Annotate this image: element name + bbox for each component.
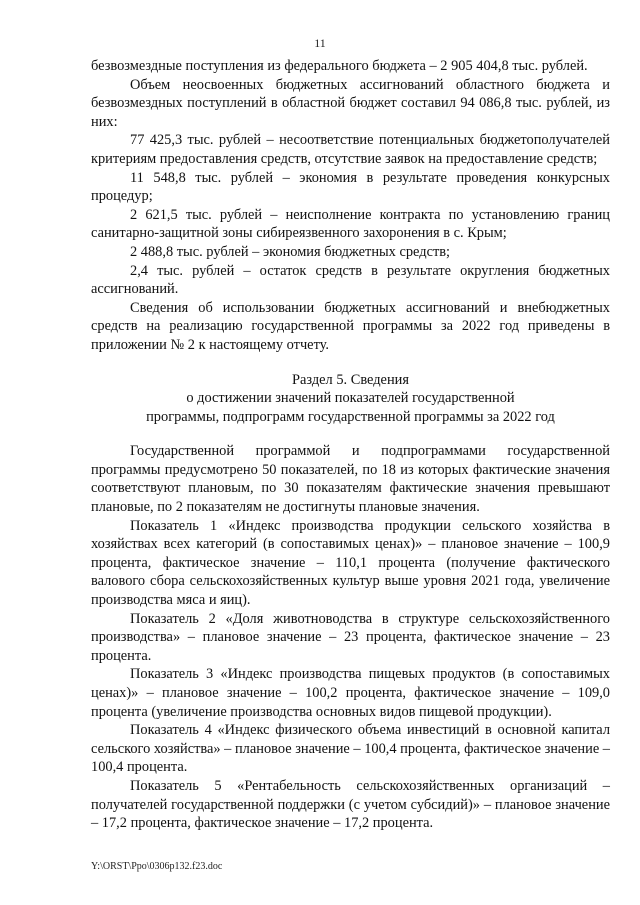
paragraph: 2 621,5 тыс. рублей – неисполнение контракта по установлению границ санитарно-защитной зоны сибиреязвенного захоронения в с. Крым; [91,206,610,242]
paragraphs-top [91,57,610,355]
paragraph: Государственной программой и подпрограммами государственной программы предусмотрено 50 показателей, по 18 из которых фактические значения соответствуют плановым, по 30 показателям фактические значения превышают плановые, по 2 показателям не достигнуты плановые значения. [91,443,610,516]
paragraph: 2,4 тыс. рублей – остаток средств в результате округления бюджетных ассигнований. [91,262,610,298]
paragraph: 11 548,8 тыс. рублей – экономия в результате проведения конкурсных процедур; [91,169,610,205]
paragraph: Показатель 4 «Индекс физического объема инвестиций в основной капитал сельского хозяйства» – плановое значение – 100,4 процента, фактическое значение – 100,4 процента. [91,722,610,776]
paragraph: 2 488,8 тыс. рублей – экономия бюджетных средств; [130,243,451,260]
paragraph: Показатель 1 «Индекс производства продукции сельского хозяйства в хозяйствах всех категорий (в сопоставимых ценах)» – плановое значение – 100,9 процента, фактическое значение – 110,1 процента (получение фактического валового сбора сельскохозяйственных культур выше уровня 2021 года, увеличение производства мяса и яиц). [91,517,610,609]
section-heading-line: Раздел 5. Сведения [292,371,409,388]
page-number: 11 [314,36,326,50]
paragraphs-bottom [91,442,610,832]
document-body [91,57,610,833]
paragraph: Объем неосвоенных бюджетных ассигнований областного бюджета и безвозмездных поступлений в областной бюджет составил 94 086,8 тыс. рублей, из них: [91,76,610,130]
paragraph: Показатель 3 «Индекс производства пищевых продуктов (в сопоставимых ценах)» – плановое значение – 100,2 процента, фактическое значение – 109,0 процента (увеличение производства основных видов пищевой продукции). [91,666,610,720]
paragraph: 77 425,3 тыс. рублей – несоответствие потенциальных бюджетополучателей критериям предоставления средств, отсутствие заявок на предоставление средств; [91,132,610,167]
paragraph: безвозмездные поступления из федерального бюджета – 2 905 404,8 тыс. рублей. [91,58,588,74]
paragraph: Показатель 5 «Рентабельность сельскохозяйственных организаций – получателей государственной поддержки (с учетом субсидий)» – плановое значение – 17,2 процента, фактическое значение – 17,2 процента. [91,777,610,832]
section-heading-line: программы, подпрограмм государственной программы за 2022 год [146,408,555,425]
paragraph: Сведения об использовании бюджетных ассигнований и внебюджетных средств на реализацию государственной программы за 2022 год приведены в приложении № 2 к настоящему отчету. [91,299,610,353]
section-heading [91,371,610,427]
section-heading-line: о достижении значений показателей государственной [186,390,515,407]
paragraph: Показатель 2 «Доля животноводства в структуре сельскохозяйственного производства» – плановое значение – 23 процента, фактическое значение – 23 процента. [91,610,610,664]
footer-file-path: Y:\ORST\Ppo\0306p132.f23.doc [91,861,223,872]
